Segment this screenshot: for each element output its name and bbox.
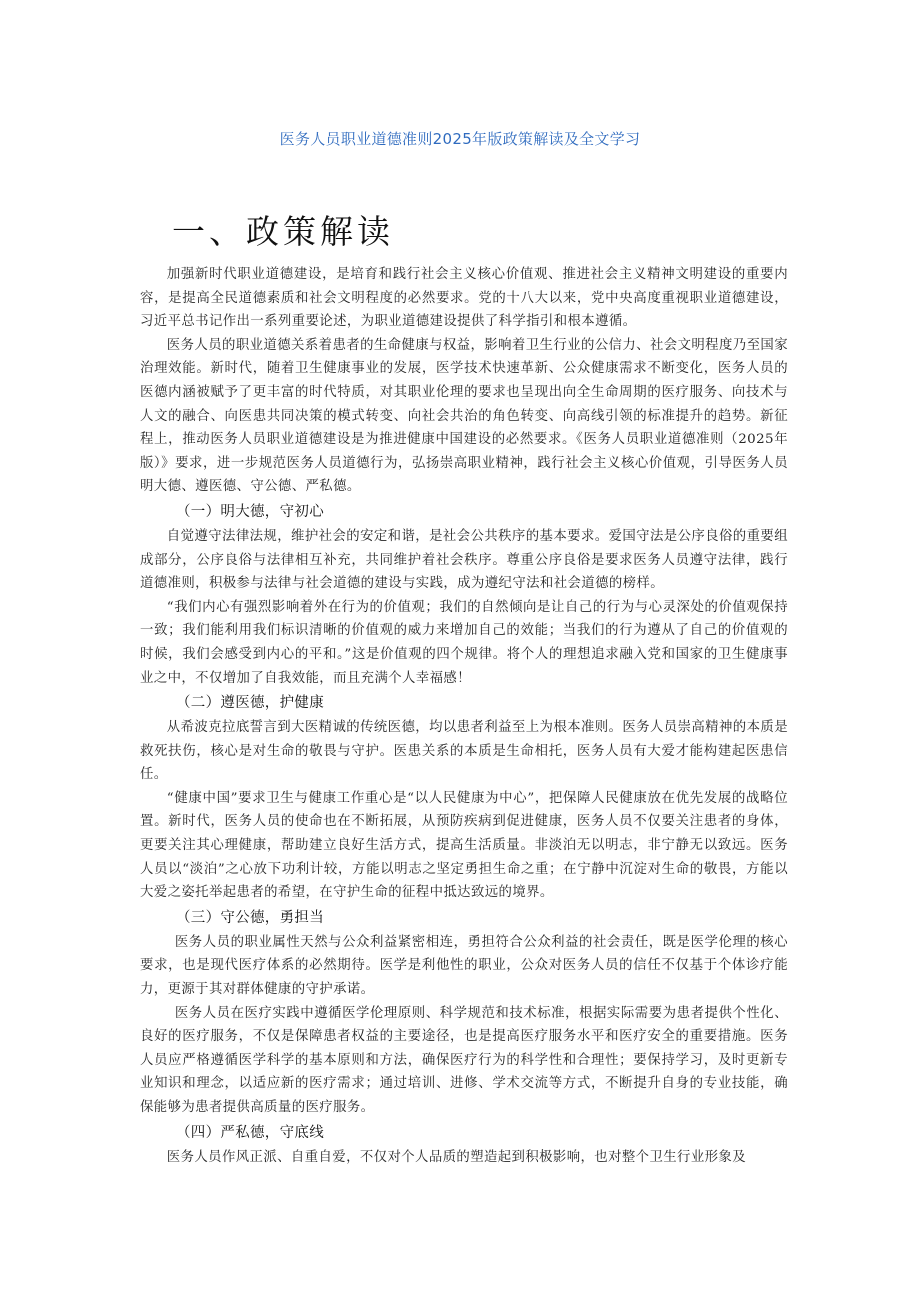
section-heading: 一、政策解读 bbox=[172, 212, 394, 251]
paragraph: 自觉遵守法律法规，维护社会的安定和谐，是社会公共秩序的基本要求。爱国守法是公序良俗的重要组成部分，公序良俗与法律相互补充，共同维护着社会秩序。尊重公序良俗是要求医务人员遵守法律，践行道德准则，积极参与法律与社会道德的建设与实践，成为遵纪守法和社会道德的榜样。 bbox=[140, 528, 788, 592]
paragraph: 医务人员在医疗实践中遵循医学伦理原则、科学规范和技术标准，根据实际需要为患者提供个性化、良好的医疗服务，不仅是保障患者权益的主要途径，也是提高医疗服务水平和医疗安全的重要措施。医务人员应严格遵循医学科学的基本原则和方法，确保医疗行为的科学性和合理性；要保持学习，及时更新专业知识和理念，以适应新的医疗需求；通过培训、进修、学术交流等方式，不断提升自身的专业技能，确保能够为患者提供高质量的医疗服务。 bbox=[140, 1005, 788, 1115]
subsection-heading: （一）明大德，守初心 bbox=[176, 503, 324, 520]
paragraph: “健康中国”要求卫生与健康工作重心是“以人民健康为中心”，把保障人民健康放在优先发展的战略位置。新时代，医务人员的使命也在不断拓展，从预防疾病到促进健康，医务人员不仅要关注患者的身体，更要关注其心理健康，帮助建立良好生活方式，提高生活质量。非淡泊无以明志，非宁静无以致远。医务人员以“淡泊”之心放下功利计较，方能以明志之坚定勇担生命之重；在宁静中沉淀对生命的敬畏，方能以大爱之姿托举起患者的希望，在守护生命的征程中抵达致远的境界。 bbox=[140, 790, 788, 901]
paragraph: 医务人员的职业属性天然与公众利益紧密相连，勇担符合公众利益的社会责任，既是医学伦理的核心要求，也是现代医疗体系的必然期待。医学是利他性的职业，公众对医务人员的信任不仅基于个体诊疗能力，更源于其对群体健康的守护承诺。 bbox=[140, 934, 788, 998]
paragraph: “我们内心有强烈影响着外在行为的价值观；我们的自然倾向是让自己的行为与心灵深处的价值观保持一致；我们能利用我们标识清晰的价值观的威力来增加自己的效能；当我们的行为遵从了自己的价值观的时候，我们会感受到内心的平和。”这是价值观的四个规律。将个人的理想追求融入党和国家的卫生健康事业之中，不仅增加了自我效能，而且充满个人幸福感！ bbox=[140, 599, 788, 686]
paragraph: 从希波克拉底誓言到大医精诚的传统医德，均以患者利益至上为根本准则。医务人员崇高精神的本质是救死扶伤，核心是对生命的敬畏与守护。医患关系的本质是生命相托，医务人员有大爱才能构建起医患信任。 bbox=[140, 720, 788, 783]
subsection-heading: （四）严私德，守底线 bbox=[176, 1124, 324, 1141]
document-body bbox=[140, 263, 788, 1169]
subsection-heading: （三）守公德，勇担当 bbox=[176, 909, 324, 926]
subsection-heading: （二）遵医德，护健康 bbox=[176, 695, 324, 712]
paragraph: 医务人员的职业道德关系着患者的生命健康与权益，影响着卫生行业的公信力、社会文明程度乃至国家治理效能。新时代，随着卫生健康事业的发展，医学技术快速革新、公众健康需求不断变化，医务人员的医德内涵被赋予了更丰富的时代特质，对其职业伦理的要求也呈现出向全生命周期的医疗服务、向技术与人文的融合、向医患共同决策的模式转变、向社会共治的角色转变、向高线引领的标准提升的趋势。新征程上，推动医务人员职业道德建设是为推进健康中国建设的必然要求。《医务人员职业道德准则（2025年版）》要求，进一步规范医务人员道德行为，弘扬崇高职业精神，践行社会主义核心价值观，引导医务人员明大德、遵医德、守公德、严私德。 bbox=[140, 337, 788, 495]
paragraph: 加强新时代职业道德建设，是培育和践行社会主义核心价值观、推进社会主义精神文明建设的重要内容，是提高全民道德素质和社会文明程度的必然要求。党的十八大以来，党中央高度重视职业道德建设，习近平总书记作出一系列重要论述，为职业道德建设提供了科学指引和根本遵循。 bbox=[140, 267, 788, 330]
document-title: 医务人员职业道德准则2025年版政策解读及全文学习 bbox=[279, 130, 641, 148]
paragraph: 医务人员作风正派、自重自爱，不仅对个人品质的塑造起到积极影响，也对整个卫生行业形象及 bbox=[166, 1149, 746, 1165]
